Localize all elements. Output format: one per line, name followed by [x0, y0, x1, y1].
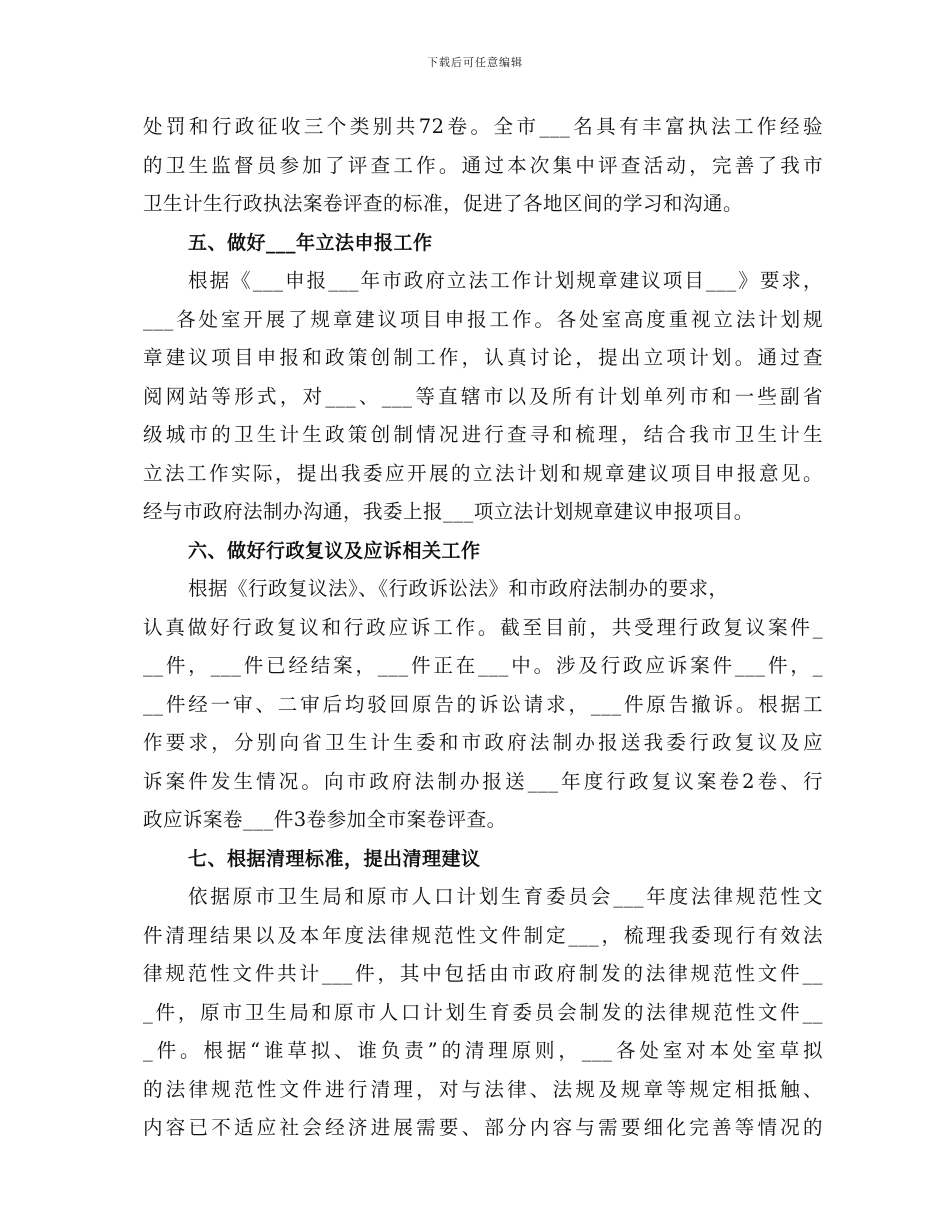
section-heading: 七、根据清理标准，提出清理建议 — [188, 847, 481, 870]
paragraph-line: 立法工作实际，提出我委应开展的立法计划和规章建议项目申报意见。 — [143, 461, 823, 485]
section-heading: 五、做好___年立法申报工作 — [188, 231, 433, 254]
paragraph-line: 认真做好行政复议和行政应诉工作。截至目前，共受理行政复议案件_ — [143, 615, 823, 639]
paragraph-line: 章建议项目申报和政策创制工作，认真讨论，提出立项计划。通过查 — [143, 346, 823, 369]
paragraph-line: _件，原市卫生局和原市人口计划生育委员会制发的法律规范性文件__ — [143, 1000, 823, 1024]
paragraph-line: __件，___件已经结案，___件正在___中。涉及行政应诉案件___件，_ — [143, 654, 823, 677]
paragraph-last-line: 经与市政府法制办沟通，我委上报___项立法计划规章建议申报项目。 — [143, 500, 754, 523]
section-heading: 六、做好行政复议及应诉相关工作 — [188, 539, 481, 562]
paragraph-line: 诉案件发生情况。向市政府法制办报送___年度行政复议案卷2卷、行 — [143, 769, 823, 793]
paragraph-line: 作要求，分别向省卫生计生委和市政府法制办报送我委行政复议及应 — [143, 731, 823, 754]
paragraph-first-line: 根据《行政复议法》、《行政诉讼法》和市政府法制办的要求， — [188, 577, 729, 600]
paragraph-line: 级城市的卫生计生政策创制情况进行查寻和梳理，结合我市卫生计生 — [143, 423, 823, 446]
document-body — [143, 108, 823, 1148]
paragraph-line: __件经一审、二审后均驳回原告的诉讼请求，___件原告撤诉。根据工 — [143, 692, 823, 716]
paragraph-line: 律规范性文件共计___件，其中包括由市政府制发的法律规范性文件__ — [143, 962, 823, 985]
paragraph-line: 内容已不适应社会经济进展需要、部分内容与需要细化完善等情况的 — [143, 1116, 823, 1139]
paragraph-line: _件。根据“谁草拟、谁负责”的清理原则，___各处室对本处室草拟 — [143, 1039, 823, 1062]
paragraph-last-line: 政应诉案卷___件3卷参加全市案卷评查。 — [143, 808, 507, 831]
page-header: 下载后可任意编辑 — [427, 56, 523, 69]
paragraph-last-line: 卫生计生行政执法案卷评查的标准，促进了各地区间的学习和沟通。 — [143, 192, 744, 215]
paragraph-first-line: 根据《___申报___年市政府立法工作计划规章建议项目___》要求， — [188, 269, 823, 292]
paragraph-first-line: 依据原市卫生局和原市人口计划生育委员会___年度法律规范性文 — [188, 885, 823, 908]
paragraph-line: 的卫生监督员参加了评查工作。通过本次集中评查活动，完善了我市 — [143, 153, 823, 177]
paragraph-line: 处罚和行政征收三个类别共72卷。全市___名具有丰富执法工作经验 — [143, 115, 823, 138]
paragraph-line: ___各处室开展了规章建议项目申报工作。各处室高度重视立法计划规 — [143, 307, 823, 331]
paragraph-line: 件清理结果以及本年度法律规范性文件制定___，梳理我委现行有效法 — [143, 923, 823, 947]
paragraph-line: 阅网站等形式，对___、___等直辖市以及所有计划单列市和一些副省 — [143, 384, 823, 408]
paragraph-line: 的法律规范性文件进行清理，对与法律、法规及规章等规定相抵触、 — [143, 1077, 823, 1101]
